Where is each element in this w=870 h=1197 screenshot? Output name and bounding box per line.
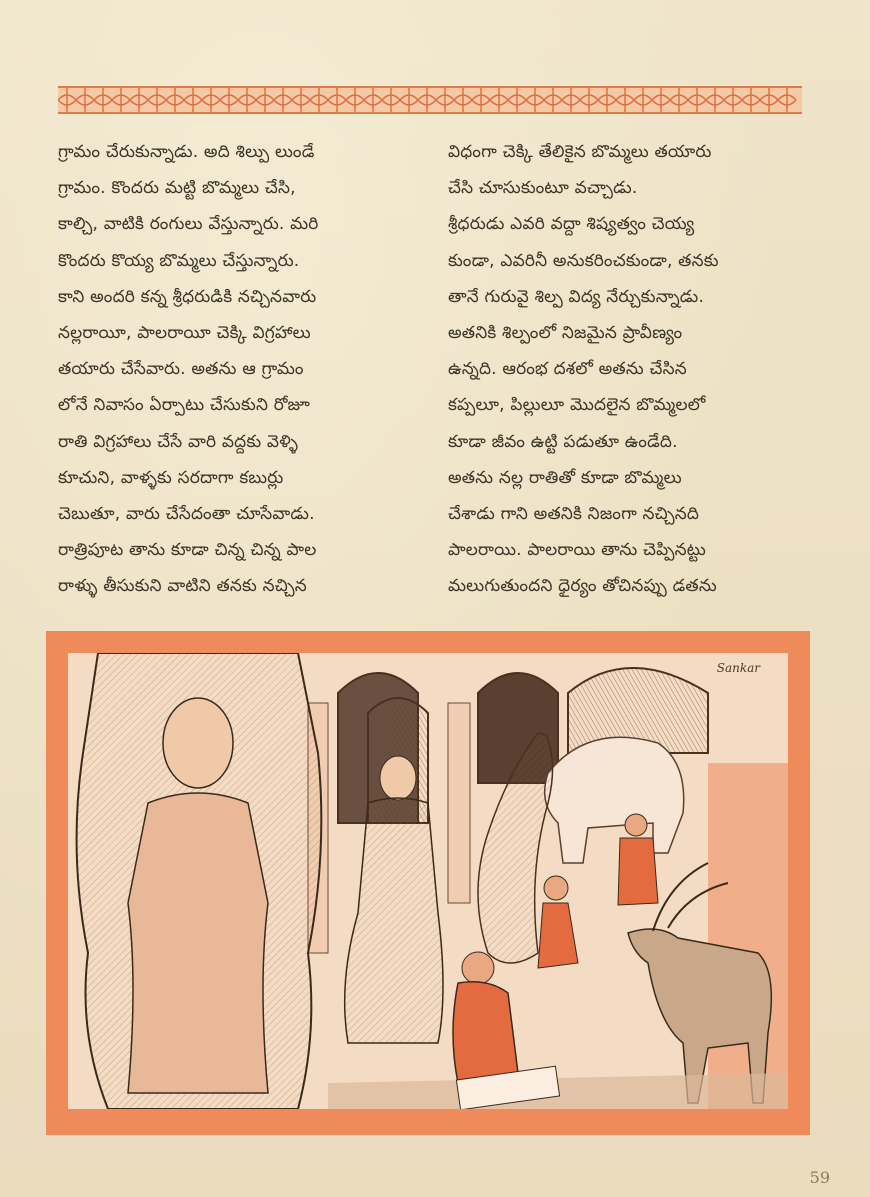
text-line: కొందరు కొయ్య బొమ్మలు చేస్తున్నారు. [58, 250, 300, 271]
text-line: అతనికి శిల్పంలో నిజమైన ప్రావీణ్యం [448, 323, 683, 344]
text-column-left [58, 134, 442, 605]
text-line: తయారు చేసేవారు. అతను ఆ గ్రామం [58, 359, 304, 380]
text-line: విధంగా చెక్కి తేలికైన బొమ్మలు తయారు [448, 142, 712, 162]
illustration-sculptors-workshop [68, 653, 788, 1109]
text-line: కాల్చి, వాటికి రంగులు వేస్తున్నారు. మరి [58, 214, 319, 235]
text-column-right [448, 134, 832, 605]
text-line: రాత్రిపూట తాను కూడా చిన్న చిన్న పాల [58, 540, 317, 561]
text-line: కుండా, ఎవరినీ అనుకరించకుండా, తనకు [448, 250, 719, 271]
text-line: లోనే నివాసం ఏర్పాటు చేసుకుని రోజూ [58, 395, 311, 416]
page-number: 59 [809, 1168, 830, 1187]
text-line: నల్లరాయీ, పాలరాయీ చెక్కి విగ్రహాలు [58, 323, 311, 344]
illustration-drawing [68, 653, 788, 1109]
text-line: తానే గురువై శిల్ప విద్య నేర్చుకున్నాడు. [448, 286, 705, 307]
text-line: ఉన్నది. ఆరంభ దశలో అతను చేసిన [448, 359, 687, 380]
text-line: చెబుతూ, వారు చేసేదంతా చూసేవాడు. [58, 504, 315, 525]
text-line: కూడా జీవం ఉట్టి పడుతూ ఉండేది. [448, 431, 678, 452]
text-line: కప్పలూ, పిల్లులూ మొదలైన బొమ్మలలో [448, 395, 706, 416]
text-line: కూచుని, వాళ్ళకు సరదాగా కబుర్లు [58, 467, 284, 488]
text-line: చేశాడు గాని అతనికి నిజంగా నచ్చినది [448, 504, 700, 525]
text-line: పాలరాయి. పాలరాయి తాను చెప్పినట్టు [448, 540, 706, 561]
text-line: గ్రామం. కొందరు మట్టి బొమ్మలు చేసి, [58, 178, 296, 199]
text-line: గ్రామం చేరుకున్నాడు. అది శిల్పు లుండే [58, 142, 315, 162]
ornament-pattern [58, 88, 802, 112]
text-line: మలుగుతుందని ధైర్యం తోచినప్పు డతను [448, 576, 717, 597]
text-line: రాళ్ళు తీసుకుని వాటిని తనకు నచ్చిన [58, 576, 307, 597]
illustration-frame [46, 631, 810, 1135]
text-line: అతను నల్ల రాతితో కూడా బొమ్మలు [448, 467, 682, 488]
decorative-border-strip [58, 86, 802, 114]
text-line: రాతి విగ్రహాలు చేసే వారి వద్దకు వెళ్ళి [58, 431, 299, 452]
text-line: చేసి చూసుకుంటూ వచ్చాడు. [448, 178, 638, 199]
text-line: కాని అందరి కన్న శ్రీధరుడికి నచ్చినవారు [58, 286, 317, 307]
artist-signature: Sankar [716, 661, 760, 675]
text-line: శ్రీధరుడు ఎవరి వద్దా శిష్యత్వం చెయ్య [448, 214, 695, 235]
